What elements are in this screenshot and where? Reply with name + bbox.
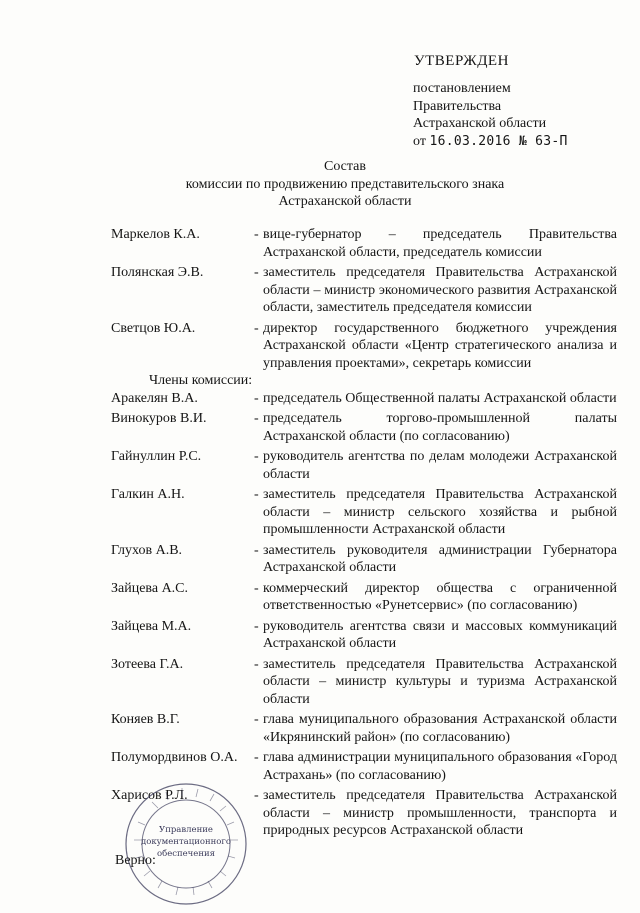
member-name: Аракелян В.А. — [111, 390, 198, 406]
member-name: Зотеева Г.А. — [111, 656, 184, 672]
member-name: Зайцева М.А. — [111, 618, 192, 634]
date-prefix: от — [413, 133, 426, 149]
title-line: Астраханской области — [278, 194, 412, 209]
seal-stamp-icon — [122, 780, 250, 908]
roster-row — [111, 410, 617, 445]
member-name: Маркелов К.А. — [111, 227, 200, 242]
stamp-text: Управление — [159, 825, 213, 835]
dash-separator: - — [254, 750, 259, 765]
member-name: Полумордвинов О.А. — [111, 750, 238, 765]
member-name: Коняев В.Г. — [111, 712, 180, 727]
member-role: вице-губернатор – председатель Правительства Астраханской области, председатель комиссии — [263, 227, 617, 260]
dash-separator: - — [254, 712, 259, 727]
roster-row — [111, 749, 617, 784]
roster-row — [111, 711, 617, 746]
member-name: Глухов А.В. — [111, 542, 183, 558]
member-role: руководитель агентства связи и массовых коммуникаций Астраханской области — [263, 618, 617, 651]
dash-separator: - — [254, 411, 259, 426]
member-role: заместитель председателя Правительства Астраханской области – министр экономического развития Астраханской области, заместитель председателя комиссии — [263, 265, 617, 315]
dash-separator: - — [254, 618, 259, 634]
dash-separator: - — [254, 656, 259, 672]
dash-separator: - — [254, 390, 259, 406]
member-role: глава муниципального образования Астраханской области «Икрянинский район» (по согласованию) — [263, 712, 617, 745]
verno-label: Верно: — [115, 853, 156, 868]
member-role: председатель торгово-промышленной палаты Астраханской области (по согласованию) — [263, 411, 617, 444]
roster-row — [111, 580, 617, 615]
roster-row — [111, 542, 617, 577]
approval-line: Астраханской области — [413, 116, 547, 131]
roster-row — [111, 320, 617, 373]
approval-line: постановлением — [413, 81, 511, 96]
member-name: Винокуров В.И. — [111, 411, 207, 426]
member-role: глава администрации муниципального образования «Город Астрахань» (по согласованию) — [263, 750, 617, 783]
roster-row — [111, 656, 617, 709]
member-name: Полянская Э.В. — [111, 265, 204, 280]
member-role: руководитель агентства по делам молодежи Астраханской области — [263, 449, 617, 482]
member-name: Светцов Ю.А. — [111, 320, 196, 336]
dash-separator: - — [254, 227, 259, 242]
member-role: заместитель председателя Правительства Астраханской области – министр промышленности, транспорта и природных ресурсов Астраханской области — [263, 788, 617, 838]
member-role: председатель Общественной палаты Астраханской области — [263, 390, 617, 406]
roster-row — [111, 264, 617, 317]
leaders-list — [111, 226, 617, 372]
member-role: директор государственного бюджетного учреждения Астраханской области «Центр стратегического анализа и управления проектами», секретарь комиссии — [263, 320, 617, 371]
title-line: Состав — [323, 159, 366, 174]
dash-separator: - — [254, 788, 259, 803]
commission-roster — [111, 226, 617, 843]
stamp-text: обеспечения — [156, 849, 216, 859]
roster-row — [111, 448, 617, 483]
member-name: Харисов Р.Л. — [111, 788, 188, 803]
approval-block — [413, 80, 568, 150]
roster-row — [111, 390, 617, 408]
dash-separator: - — [254, 320, 259, 336]
dash-separator: - — [254, 487, 259, 502]
member-name: Галкин А.Н. — [111, 487, 185, 502]
member-role: заместитель председателя Правительства Астраханской области – министр сельского хозяйства и рыбной промышленности Астраханской области — [263, 487, 617, 537]
document-title — [150, 158, 540, 211]
members-label: Члены комиссии: — [149, 373, 253, 388]
roster-row — [111, 618, 617, 653]
dash-separator: - — [254, 265, 259, 280]
approval-date-line — [413, 133, 568, 151]
member-role: заместитель председателя Правительства Астраханской области – министр культуры и туризма Астраханской области — [263, 656, 617, 707]
title-line: комиссии по продвижению представительского знака — [185, 176, 505, 192]
member-name: Зайцева А.С. — [111, 580, 189, 596]
member-name: Гайнуллин Р.С. — [111, 449, 202, 464]
member-role: коммерческий директор общества с ограниченной ответственностью «Рунетсервис» (по согласованию) — [263, 580, 617, 613]
approval-heading: УТВЕРЖДЕН — [414, 53, 509, 69]
seal-stamp — [122, 780, 250, 908]
roster-row — [111, 486, 617, 539]
dash-separator: - — [254, 542, 259, 558]
date-value: 16.03.2016 № 63-П — [429, 133, 568, 149]
member-role: заместитель руководителя администрации Губернатора Астраханской области — [263, 542, 617, 575]
dash-separator: - — [254, 580, 259, 596]
members-list — [111, 390, 617, 840]
roster-row — [111, 226, 617, 261]
approval-line: Правительства — [413, 98, 502, 114]
stamp-text: документационного — [140, 837, 232, 847]
dash-separator: - — [254, 449, 259, 464]
